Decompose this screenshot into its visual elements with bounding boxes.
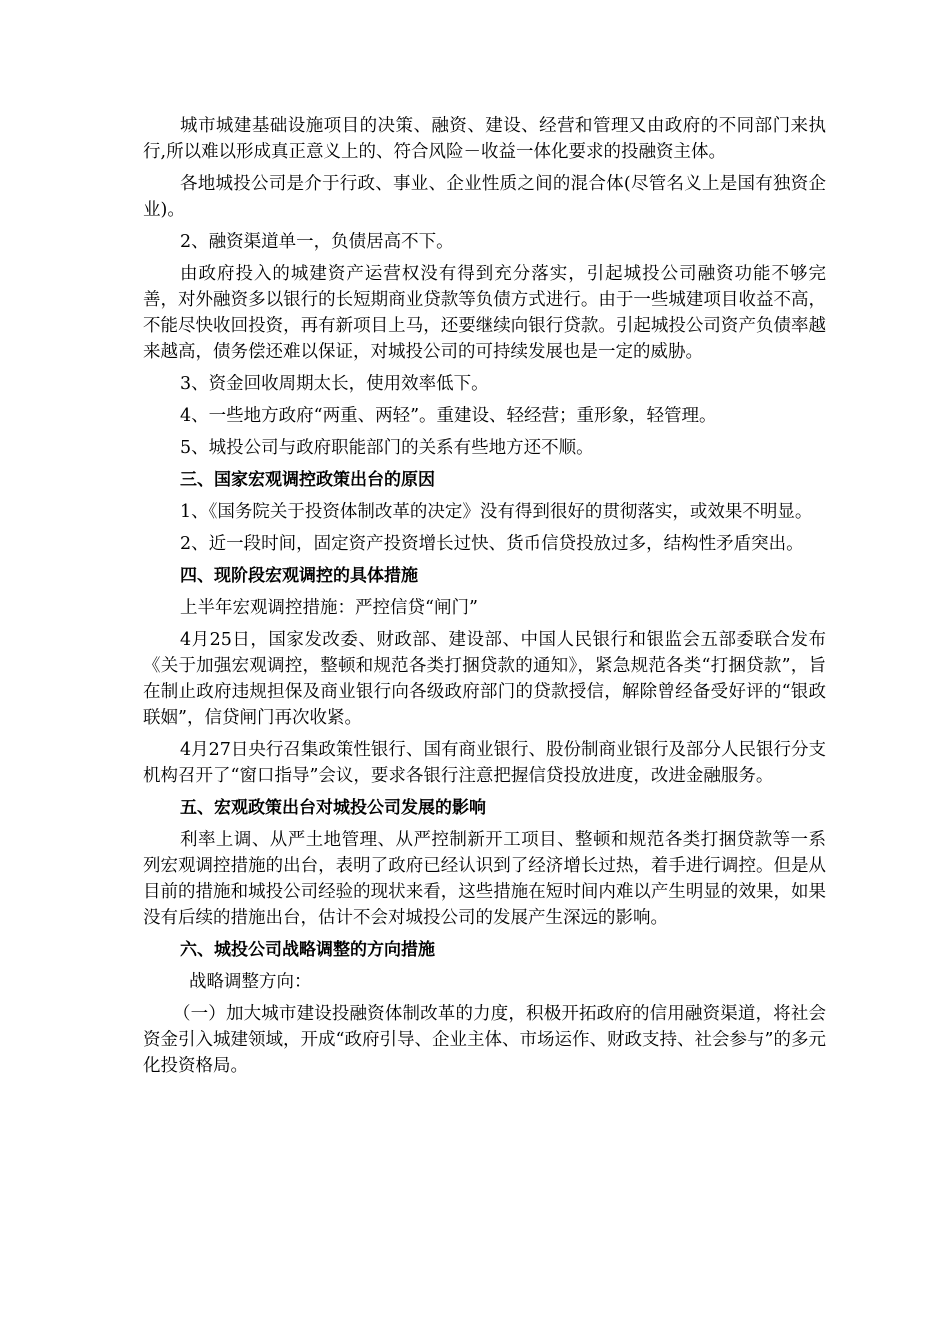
paragraph: 上半年宏观调控措施：严控信贷“闸门” <box>180 598 478 618</box>
section-heading: 六、城投公司战略调整的方向措施 <box>180 940 435 960</box>
list-item: 2、近一段时间，固定资产投资增长过快、货币信贷投放过多，结构性矛盾突出。 <box>180 534 804 554</box>
paragraph: 4月25日，国家发改委、财政部、建设部、中国人民银行和银监会五部委联合发布《关于加强宏观调控，整顿和规范各类打捆贷款的通知》，紧急规范各类“打捆贷款”，旨在制止政府违规担保及商业银行向各级政府部门的贷款授信，解除曾经备受好评的“银政联姻”，信贷闸门再次收紧。 <box>143 630 826 728</box>
paragraph: 利率上调、从严土地管理、从严控制新开工项目、整顿和规范各类打捆贷款等一系列宏观调控措施的出台，表明了政府已经认识到了经济增长过热，着手进行调控。但是从目前的措施和城投公司经验的现状来看，这些措施在短时间内难以产生明显的效果，如果没有后续的措施出台，估计不会对城投公司的发展产生深远的影响。 <box>143 830 826 928</box>
section-heading: 五、宏观政策出台对城投公司发展的影响 <box>180 798 486 818</box>
paragraph: 战略调整方向： <box>189 972 312 992</box>
document-page <box>143 113 826 1085</box>
list-item: 5、城投公司与政府职能部门的关系有些地方还不顺。 <box>180 438 594 458</box>
paragraph: 4月27日央行召集政策性银行、国有商业银行、股份制商业银行及部分人民银行分支机构召开了“窗口指导”会议，要求各银行注意把握信贷投放进度，改进金融服务。 <box>143 740 826 786</box>
paragraph: （一）加大城市建设投融资体制改革的力度，积极开拓政府的信用融资渠道，将社会资金引入城建领域，开成“政府引导、企业主体、市场运作、财政支持、社会参与”的多元化投资格局。 <box>143 1004 826 1076</box>
list-item: 3、资金回收周期太长，使用效率低下。 <box>180 374 489 394</box>
list-item: 2、融资渠道单一，负债居高不下。 <box>180 232 454 252</box>
section-heading: 四、现阶段宏观调控的具体措施 <box>180 566 418 586</box>
paragraph: 城市城建基础设施项目的决策、融资、建设、经营和管理又由政府的不同部门来执行,所以难以形成真正意义上的、符合风险－收益一体化要求的投融资主体。 <box>143 116 826 162</box>
paragraph: 各地城投公司是介于行政、事业、企业性质之间的混合体(尽管名义上是国有独资企业)。 <box>143 174 826 220</box>
list-item: 1、《国务院关于投资体制改革的决定》没有得到很好的贯彻落实，或效果不明显。 <box>180 502 813 522</box>
paragraph: 由政府投入的城建资产运营权没有得到充分落实，引起城投公司融资功能不够完善，对外融资多以银行的长短期商业贷款等负债方式进行。由于一些城建项目收益不高，不能尽快收回投资，再有新项目上马，还要继续向银行贷款。引起城投公司资产负债率越来越高，债务偿还难以保证，对城投公司的可持续发展也是一定的威胁。 <box>143 264 826 362</box>
list-item: 4、一些地方政府“两重、两轻”。重建设、轻经营；重形象，轻管理。 <box>180 406 717 426</box>
section-heading: 三、国家宏观调控政策出台的原因 <box>180 470 435 490</box>
